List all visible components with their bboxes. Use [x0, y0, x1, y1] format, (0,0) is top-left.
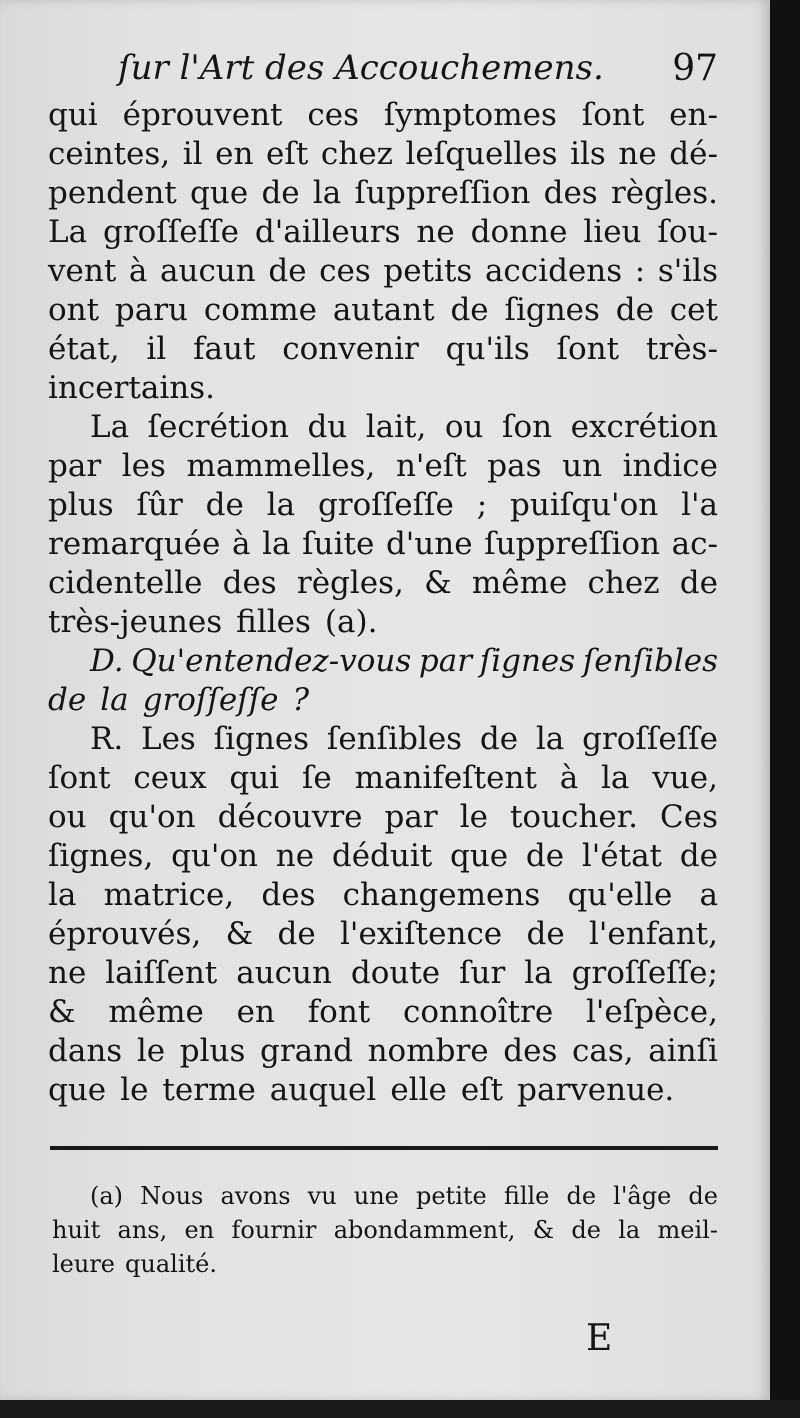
- word: ſûr: [136, 487, 183, 523]
- word: la: [524, 955, 553, 991]
- word: éprouvés,: [48, 916, 202, 952]
- word: &: [225, 916, 254, 952]
- word: ſignes: [504, 292, 600, 328]
- word: le: [459, 799, 488, 835]
- word: très-: [645, 331, 718, 367]
- word: eſt: [266, 136, 309, 172]
- word: accidens: [484, 253, 623, 289]
- word: de: [277, 916, 316, 952]
- text-line: [90, 642, 718, 681]
- word: plus: [48, 487, 114, 523]
- word: de: [526, 916, 565, 952]
- word: ſe: [301, 760, 332, 796]
- page-edge: [770, 0, 800, 1418]
- word: aucun: [160, 253, 256, 289]
- word: chez: [320, 136, 393, 172]
- word: de: [679, 565, 718, 601]
- word: parvenue.: [517, 1072, 675, 1108]
- word: par: [48, 448, 102, 484]
- text-line: [90, 720, 718, 759]
- word: :: [634, 253, 646, 289]
- word: &: [48, 994, 76, 1030]
- word: des: [503, 1033, 558, 1069]
- word: faut: [193, 331, 256, 367]
- word: autant: [332, 292, 435, 328]
- word: &: [532, 1216, 555, 1244]
- word: terme: [162, 1072, 256, 1108]
- word: petite: [415, 1182, 487, 1210]
- word: puiſqu'on: [510, 487, 659, 523]
- text-line: [48, 876, 718, 915]
- footnote-rule: [50, 1146, 718, 1150]
- word: qualité.: [125, 1250, 217, 1278]
- word: groſſeſſe: [582, 721, 718, 757]
- text-line: [48, 915, 718, 954]
- word: ne: [48, 955, 87, 991]
- word: cas,: [571, 1033, 634, 1069]
- word: une: [353, 1182, 399, 1210]
- word: Nous: [140, 1182, 204, 1210]
- footnote-line: [52, 1214, 718, 1246]
- word: grand: [259, 1033, 353, 1069]
- word: R.: [90, 721, 124, 757]
- word: D.: [90, 643, 124, 679]
- word: en: [236, 994, 275, 1030]
- word: elle: [390, 1072, 447, 1108]
- word: par: [384, 799, 438, 835]
- word: a: [699, 877, 718, 913]
- word: qu'on: [171, 838, 259, 874]
- word: changemens: [342, 877, 541, 913]
- word: matrice,: [103, 877, 235, 913]
- word: auquel: [269, 1072, 377, 1108]
- word: la: [312, 175, 342, 211]
- word: &: [424, 565, 452, 601]
- word: mammelles,: [186, 448, 376, 484]
- word: à: [128, 253, 148, 289]
- word: remarquée: [48, 526, 221, 562]
- word: filles: [236, 604, 311, 640]
- word: ſont: [556, 331, 620, 367]
- word: paru: [114, 292, 189, 328]
- word: ne: [275, 838, 315, 874]
- word: vent: [48, 253, 117, 289]
- word: de: [679, 838, 718, 874]
- word: à: [232, 526, 251, 562]
- word: connoître: [403, 994, 554, 1030]
- word: la: [266, 487, 296, 523]
- word: ont: [48, 292, 100, 328]
- word: de: [268, 253, 307, 289]
- word: (a): [90, 1182, 124, 1210]
- word: toucher.: [509, 799, 638, 835]
- text-line: [48, 330, 718, 369]
- word: ſou-: [657, 214, 718, 250]
- word: La: [90, 409, 130, 445]
- word: de: [566, 1182, 597, 1210]
- word: dans: [48, 1033, 123, 1069]
- word: groſſeſſe: [103, 214, 239, 250]
- word: abondamment,: [333, 1216, 516, 1244]
- word: laiſſent: [105, 955, 218, 991]
- word: de: [525, 838, 565, 874]
- word: font: [307, 994, 371, 1030]
- word: pas: [487, 448, 542, 484]
- word: règles,: [296, 565, 404, 601]
- word: ſuite: [302, 526, 375, 562]
- word: dé-: [669, 136, 718, 172]
- word: ſuppreſſion: [354, 175, 531, 211]
- signature-mark: E: [586, 1318, 613, 1359]
- word: qu'on: [108, 799, 196, 835]
- word: ces: [307, 97, 359, 133]
- text-line: [48, 759, 718, 798]
- word: leure: [52, 1250, 116, 1278]
- text-line: [90, 408, 718, 447]
- word: ;: [476, 487, 488, 523]
- word: de: [479, 721, 519, 757]
- word: le: [136, 1033, 166, 1069]
- word: de: [261, 175, 300, 211]
- text-line: [48, 135, 718, 174]
- word: groſſeſſe;: [571, 955, 718, 991]
- word: ne: [618, 136, 657, 172]
- word: ou: [444, 409, 484, 445]
- word: nombre: [367, 1033, 489, 1069]
- word: règles.: [610, 175, 718, 211]
- word: n'eſt: [395, 448, 467, 484]
- word: Ces: [660, 799, 718, 835]
- word: la: [618, 1216, 641, 1244]
- word: des: [222, 565, 277, 601]
- word: manifeſtent: [354, 760, 537, 796]
- word: ac-: [671, 526, 718, 562]
- text-line: [48, 1032, 718, 1071]
- word: groſſeſſe: [317, 487, 454, 523]
- word: l'enfant,: [588, 916, 718, 952]
- word: des: [261, 877, 316, 913]
- word: qui: [229, 760, 280, 796]
- word: il: [146, 331, 167, 367]
- word: de: [615, 292, 654, 328]
- word: vu: [307, 1182, 337, 1210]
- word: fille: [503, 1182, 550, 1210]
- word: du: [307, 409, 348, 445]
- text-line: [48, 369, 718, 408]
- word: qui: [48, 97, 98, 133]
- word: il: [182, 136, 203, 172]
- word: Qu'entendez-vous: [131, 643, 412, 679]
- word: huit: [52, 1216, 101, 1244]
- text-line: [48, 525, 718, 564]
- text-line: [48, 447, 718, 486]
- text-line: [48, 837, 718, 876]
- word: en: [215, 136, 254, 172]
- word: l'exiſtence: [340, 916, 503, 952]
- word: de: [205, 487, 244, 523]
- word: ainſi: [648, 1033, 718, 1069]
- word: ſignes,: [48, 838, 154, 874]
- word: ſont: [48, 760, 111, 796]
- word: incertains.: [48, 370, 215, 406]
- word: petits: [383, 253, 473, 289]
- word: pendent: [48, 175, 177, 211]
- text-line: [48, 798, 718, 837]
- word: que: [190, 175, 249, 211]
- text-line: [48, 252, 718, 291]
- word: d'ailleurs: [254, 214, 401, 250]
- word: ceux: [133, 760, 207, 796]
- word: ſignes: [479, 643, 576, 679]
- running-title: ſur l'Art des Accouchemens.: [118, 48, 604, 88]
- word: même: [108, 994, 204, 1030]
- word: lait,: [365, 409, 427, 445]
- word: état,: [48, 331, 120, 367]
- word: éprouvent: [122, 97, 283, 133]
- text-line: [48, 954, 718, 993]
- word: des: [543, 175, 598, 211]
- word: ſenſibles: [582, 643, 718, 679]
- word: lieu: [583, 214, 642, 250]
- word: vue,: [652, 760, 718, 796]
- word: l'a: [681, 487, 718, 523]
- word: s'ils: [657, 253, 718, 289]
- text-line: [48, 96, 718, 135]
- word: en: [184, 1216, 215, 1244]
- text-line: [48, 681, 718, 720]
- text-line: [48, 1071, 718, 1110]
- word: cet: [669, 292, 718, 328]
- word: La: [48, 214, 88, 250]
- word: ils: [570, 136, 606, 172]
- text-line: [48, 603, 718, 642]
- word: de: [688, 1182, 718, 1210]
- word: leſquelles: [405, 136, 558, 172]
- word: cidentelle: [48, 565, 203, 601]
- word: aucun: [236, 955, 332, 991]
- word: plus: [179, 1033, 246, 1069]
- page-number: 97: [672, 48, 718, 89]
- text-line: [48, 993, 718, 1032]
- word: Les: [141, 721, 196, 757]
- word: déduit: [331, 838, 433, 874]
- word: le: [120, 1072, 149, 1108]
- word: comme: [203, 292, 318, 328]
- word: ſuppreſſion: [484, 526, 661, 562]
- word: que: [449, 838, 509, 874]
- word: ou: [48, 799, 87, 835]
- word: avons: [220, 1182, 291, 1210]
- word: ſymptomes: [383, 97, 557, 133]
- running-header: [118, 48, 718, 96]
- word: la: [48, 877, 77, 913]
- word: qu'ils: [445, 331, 530, 367]
- word: l'eſpèce,: [585, 994, 718, 1030]
- page-bottom-edge: [0, 1400, 800, 1418]
- word: ne: [416, 214, 455, 250]
- word: groſſeſſe: [142, 682, 279, 718]
- word: ſenſibles: [326, 721, 463, 757]
- word: découvre: [217, 799, 363, 835]
- text-line: [48, 564, 718, 603]
- word: en-: [669, 97, 718, 133]
- word: les: [121, 448, 166, 484]
- word: à: [559, 760, 579, 796]
- word: d'une: [385, 526, 473, 562]
- word: ſont: [581, 97, 645, 133]
- word: même: [471, 565, 568, 601]
- word: par: [418, 643, 473, 679]
- word: de: [571, 1216, 601, 1244]
- text-line: [48, 486, 718, 525]
- word: ſon: [502, 409, 553, 445]
- footnote-line: [90, 1180, 718, 1212]
- word: ſignes: [213, 721, 310, 757]
- text-line: [48, 291, 718, 330]
- text-line: [48, 174, 718, 213]
- word: ſur: [459, 955, 506, 991]
- text-line: [48, 213, 718, 252]
- word: très-jeunes: [48, 604, 223, 640]
- word: ſecrétion: [147, 409, 289, 445]
- word: ceintes,: [48, 136, 171, 172]
- word: la: [100, 682, 129, 718]
- word: la: [535, 721, 565, 757]
- word: doute: [350, 955, 441, 991]
- word: la: [262, 526, 291, 562]
- word: l'état: [581, 838, 663, 874]
- word: que: [48, 1072, 107, 1108]
- word: meil-: [657, 1216, 718, 1244]
- word: un: [562, 448, 603, 484]
- word: excrétion: [570, 409, 718, 445]
- word: de: [48, 682, 87, 718]
- word: de: [450, 292, 489, 328]
- word: eſt: [460, 1072, 504, 1108]
- footnote-line: [52, 1248, 718, 1280]
- word: la: [601, 760, 630, 796]
- word: l'âge: [613, 1182, 672, 1210]
- word: chez: [587, 565, 660, 601]
- word: fournir: [231, 1216, 317, 1244]
- word: donne: [470, 214, 568, 250]
- word: convenir: [282, 331, 419, 367]
- word: ans,: [117, 1216, 168, 1244]
- word: qu'elle: [567, 877, 673, 913]
- word: (a).: [324, 604, 378, 640]
- word: ?: [292, 682, 310, 718]
- word: ces: [319, 253, 371, 289]
- word: indice: [622, 448, 718, 484]
